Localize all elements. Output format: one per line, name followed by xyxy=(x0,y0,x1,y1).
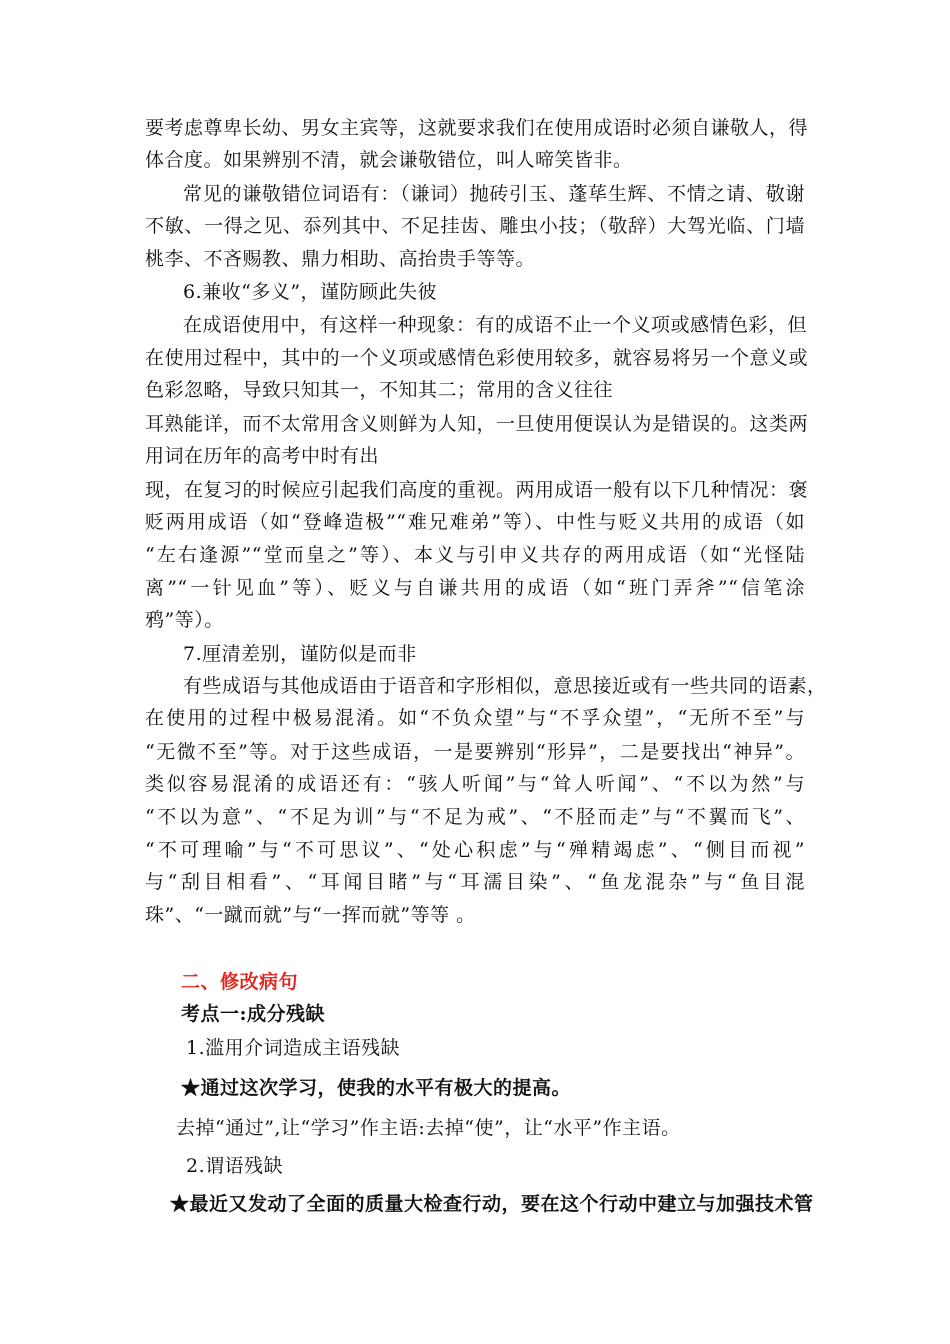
paragraph-line: 不敏、一得之见、忝列其中、不足挂齿、雕虫小技；（敬辞）大驾光临、门墙 xyxy=(145,215,805,237)
paragraph-line: 与“刮目相看”、“耳闻目睹”与“耳濡目染”、“鱼龙混杂”与“鱼目混 xyxy=(145,871,805,893)
paragraph-line: 现，在复习的时候应引起我们高度的重视。两用成语一般有以下几种情况：褒 xyxy=(145,479,809,501)
kaodian-heading: 考点一:成分残缺 xyxy=(181,1003,326,1025)
paragraph-line: “不以为意”、“不足为训”与“不足为戒”、“不胫而走”与“不翼而飞”、 xyxy=(145,806,805,828)
paragraph-line: 珠”、“一蹴而就”与“一挥而就”等等 。 xyxy=(145,904,476,926)
section-title: 二、修改病句 xyxy=(181,971,299,993)
paragraph-line: 用词在历年的高考中时有出 xyxy=(145,445,380,467)
paragraph-line: 离”“一针见血”等）、贬义与自谦共用的成语（如“班门弄斧”“信笔涂 xyxy=(145,577,805,599)
item-title: 1.滥用介词造成主语残缺 xyxy=(186,1037,401,1059)
item-title: 2.谓语残缺 xyxy=(186,1155,284,1177)
paragraph-line: 贬两用成语（如“登峰造极”“难兄难弟”等）、中性与贬义共用的成语（如 xyxy=(145,511,805,533)
paragraph-line: 常见的谦敬错位词语有：（谦词）抛砖引玉、蓬荜生辉、不情之请、敬谢 xyxy=(183,183,805,205)
numbered-heading: 6.兼收“多义”，谨防顾此失彼 xyxy=(183,281,438,303)
paragraph-line: “无微不至”等。对于这些成语，一是要辨别“形异”，二是要找出“神异”。 xyxy=(145,741,805,763)
example-sentence: ★通过这次学习，使我的水平有极大的提高。 xyxy=(181,1077,572,1099)
paragraph-line: 在使用过程中，其中的一个义项或感情色彩使用较多，就容易将另一个意义或 xyxy=(145,347,809,369)
paragraph-line: “不可理喻”与“不可思议”、“处心积虑”与“殚精竭虑”、“侧目而视” xyxy=(145,839,805,861)
example-sentence: ★最近又发动了全面的质量大检查行动，要在这个行动中建立与加强技术管 xyxy=(170,1193,814,1215)
paragraph-line: 鸦”等）。 xyxy=(145,609,224,631)
paragraph-line: 在使用的过程中极易混淆。如“不负众望”与“不孚众望”，“无所不至”与 xyxy=(145,707,805,729)
paragraph-line: 要考虑尊卑长幼、男女主宾等，这就要求我们在使用成语时必须自谦敬人，得 xyxy=(145,117,809,139)
paragraph-line: 色彩忽略，导致只知其一，不知其二；常用的含义往往 xyxy=(145,379,614,401)
paragraph-line: 类似容易混淆的成语还有：“骇人听闻”与“耸人听闻”、“不以为然”与 xyxy=(145,773,805,795)
paragraph-line: “左右逢源”“堂而皇之”等）、本义与引申义共存的两用成语（如“光怪陆 xyxy=(145,544,805,566)
paragraph-line: 有些成语与其他成语由于语音和字形相似，意思接近或有一些共同的语素， xyxy=(183,675,827,697)
numbered-heading: 7.厘清差别，谨防似是而非 xyxy=(183,643,417,665)
paragraph-line: 耳熟能详，而不太常用含义则鲜为人知，一旦使用便误认为是错误的。这类两 xyxy=(145,413,809,435)
paragraph-line: 体合度。如果辨别不清，就会谦敬错位，叫人啼笑皆非。 xyxy=(145,149,633,171)
paragraph-line: 在成语使用中，有这样一种现象：有的成语不止一个义项或感情色彩，但 xyxy=(183,314,808,336)
paragraph-line: 桃李、不吝赐教、鼎力相助、高抬贵手等等。 xyxy=(145,248,536,270)
correction-note: 去掉“通过”,让“学习”作主语:去掉“使”，让“水平”作主语。 xyxy=(176,1117,681,1139)
